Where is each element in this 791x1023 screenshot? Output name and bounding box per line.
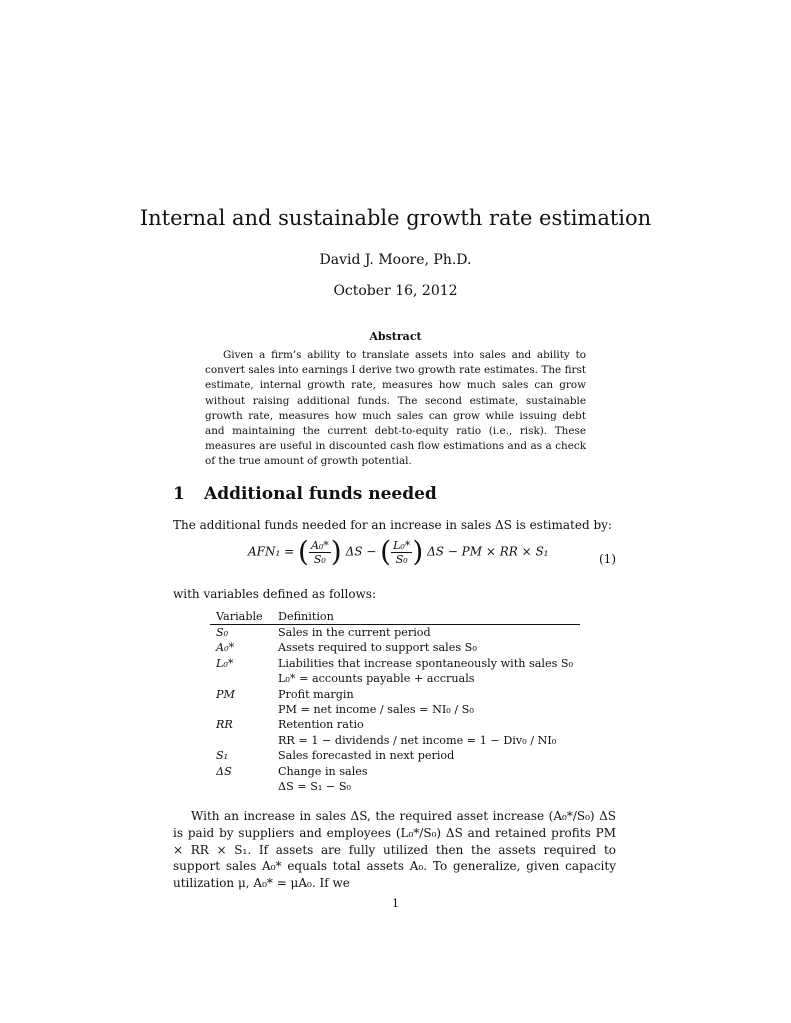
table-cell-variable: A₀* xyxy=(216,641,235,655)
section-number: 1 xyxy=(173,484,185,504)
closing-paragraph: With an increase in sales ΔS, the required asset increase (A₀*/S₀) ΔS is paid by suppliers and employees (L₀*/S₀) ΔS and retained profits PM × RR × S₁. If assets are fully utilized then the assets required to support sales A₀* equals total assets A₀. To generalize, given capacity utilization μ, A₀* = μA₀. If we xyxy=(173,809,616,891)
paren-open-1: ( xyxy=(298,535,309,568)
table-cell-variable: S₀ xyxy=(216,626,229,639)
table-row xyxy=(210,656,580,687)
definition-formula: L₀* = accounts payable + accruals xyxy=(278,672,475,686)
fraction-assets-numerator: A₀* xyxy=(310,538,329,552)
section-heading xyxy=(173,484,437,504)
table-cell-definition xyxy=(272,640,580,655)
table-header-variable: Variable xyxy=(210,609,272,625)
table-cell-definition xyxy=(272,717,580,748)
table-row xyxy=(210,625,580,641)
fraction-liabilities-denominator: S₀ xyxy=(395,552,408,566)
table-row xyxy=(210,640,580,655)
equation-lhs: AFN₁ = xyxy=(248,544,295,559)
table-cell-definition xyxy=(272,656,580,687)
definition-text: Profit margin xyxy=(278,687,354,701)
definition-text: Sales in the current period xyxy=(278,626,431,639)
definition-text: Sales forecasted in next period xyxy=(278,749,455,763)
table-cell-definition xyxy=(272,625,580,641)
table-row xyxy=(210,748,580,763)
table-row xyxy=(210,717,580,748)
table-header-definition: Definition xyxy=(272,609,580,625)
table-cell-variable: ΔS xyxy=(216,764,232,778)
table-row xyxy=(210,764,580,795)
table-cell-definition xyxy=(272,748,580,763)
definition-formula: PM = net income / sales = NI₀ / S₀ xyxy=(278,703,474,717)
definition-text: Retention ratio xyxy=(278,718,364,732)
definition-formula: RR = 1 − dividends / net income = 1 − Div₀ / NI₀ xyxy=(278,733,557,747)
paren-close-2: ) xyxy=(412,535,424,568)
abstract-text: Given a firm’s ability to translate assets into sales and ability to convert sales into earnings I derive two growth rate estimates. The first estimate, internal growth rate, measures how much sales can grow without raising additional funds. The second estimate, sustainable growth rate, measures how much sales can grow while issuing debt and maintaining the current debt-to-equity ratio (i.e., risk). These measures are useful in discounted cash flow estimations and as a check of the true amount of growth potential. xyxy=(205,349,586,468)
table-cell-variable: S₁ xyxy=(216,749,229,763)
table-cell-variable: L₀* xyxy=(216,656,234,670)
definition-text: Change in sales xyxy=(278,764,368,778)
equation-middle: ΔS − xyxy=(345,544,377,559)
table-cell-variable: PM xyxy=(216,687,235,701)
fraction-liabilities-numerator: L₀* xyxy=(393,538,411,552)
definition-formula: ΔS = S₁ − S₀ xyxy=(278,780,352,794)
author-name: David J. Moore, Ph.D. xyxy=(319,252,472,268)
table-cell-definition xyxy=(272,764,580,795)
fraction-liabilities xyxy=(391,539,412,566)
paren-open-2: ( xyxy=(380,535,392,568)
fraction-assets xyxy=(309,539,331,566)
definition-text: Liabilities that increase spontaneously with sales S₀ xyxy=(278,656,574,670)
paper-title: Internal and sustainable growth rate estimation xyxy=(139,206,652,230)
table-intro: with variables defined as follows: xyxy=(173,587,377,601)
equation-tail: ΔS − PM × RR × S₁ xyxy=(427,544,549,559)
definition-text: Assets required to support sales S₀ xyxy=(278,641,477,655)
publication-date: October 16, 2012 xyxy=(333,283,458,299)
variable-definition-table xyxy=(210,609,580,794)
section-title: Additional funds needed xyxy=(204,484,437,504)
table-cell-definition xyxy=(272,687,580,718)
equation-number: (1) xyxy=(599,552,616,566)
page-number: 1 xyxy=(392,897,399,910)
paren-close-1: ) xyxy=(330,535,342,568)
fraction-assets-denominator: S₀ xyxy=(313,552,326,566)
equation-afn xyxy=(248,535,618,582)
table-cell-variable: RR xyxy=(216,718,233,732)
abstract-heading: Abstract xyxy=(369,330,422,343)
intro-paragraph: The additional funds needed for an increase in sales ΔS is estimated by: xyxy=(173,518,612,532)
table-row xyxy=(210,687,580,718)
